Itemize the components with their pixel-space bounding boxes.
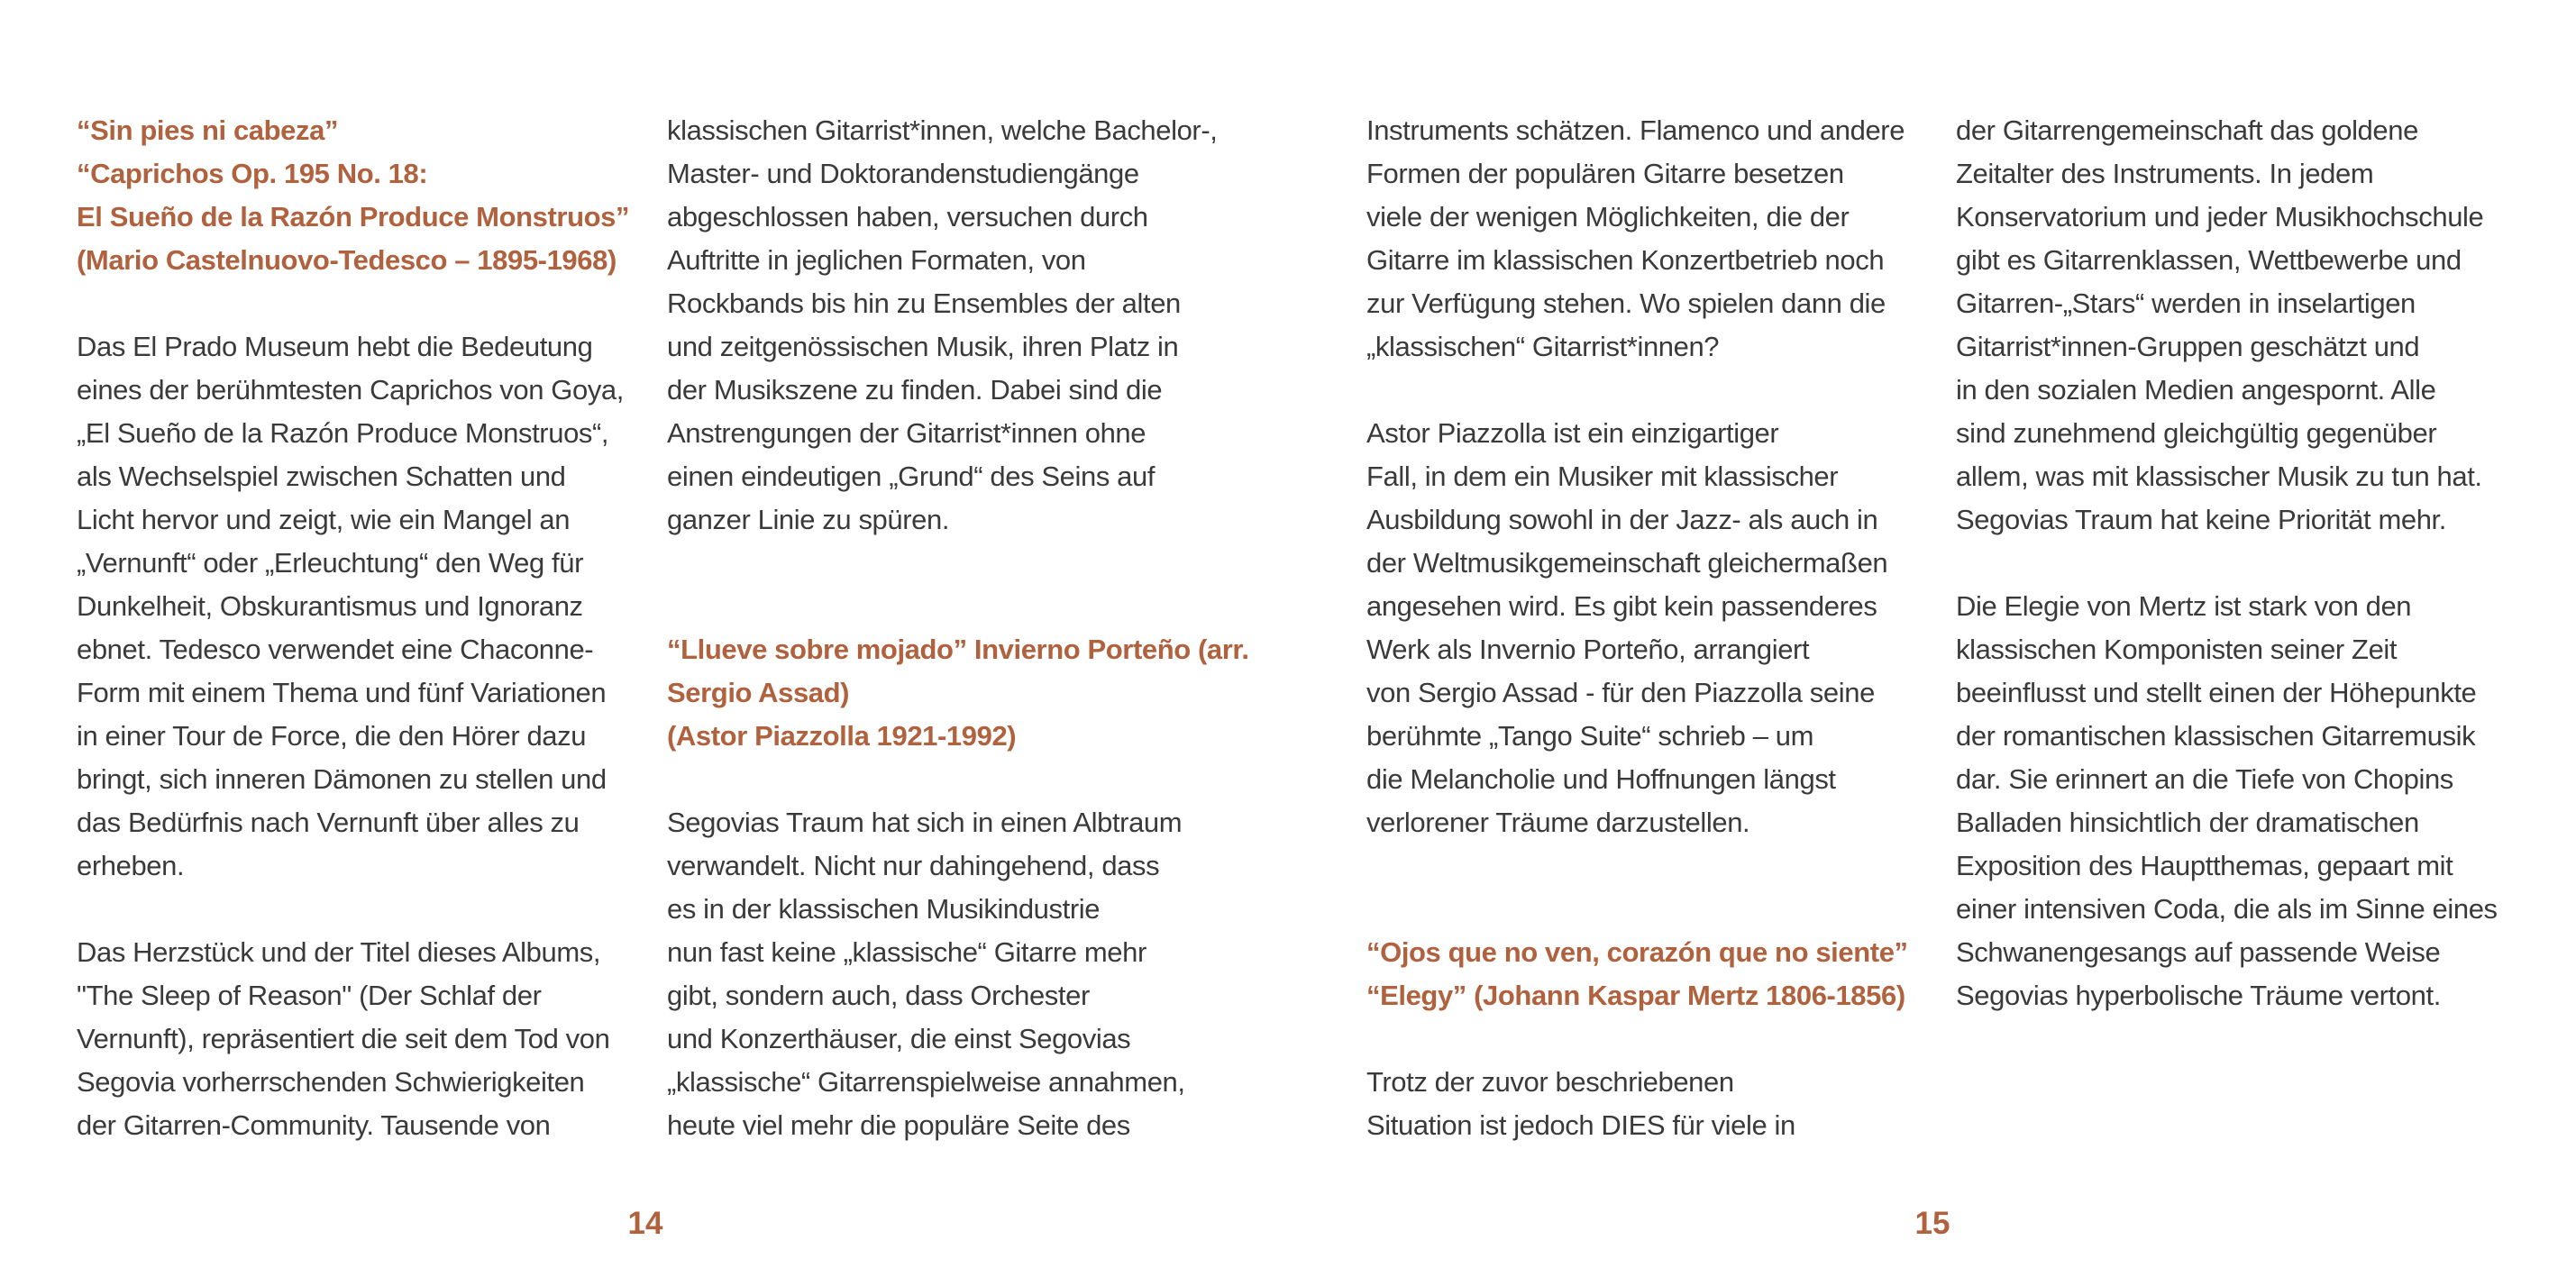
text-line: als Wechselspiel zwischen Schatten und	[77, 461, 566, 492]
text-line: gibt, sondern auch, dass Orchester	[667, 980, 1090, 1011]
text-line: Zeitalter des Instruments. In jedem	[1956, 158, 2374, 189]
page-14-column-left	[77, 109, 653, 1147]
text-line: beeinflusst und stellt einen der Höhepunkte	[1956, 677, 2477, 708]
page-15-column-left	[1366, 109, 1943, 1147]
text-line: Form mit einem Thema und fünf Variationen	[77, 677, 607, 708]
track-title-heading	[1366, 931, 1943, 1017]
text-line: angesehen wird. Es gibt kein passenderes	[1366, 590, 1877, 622]
text-line: “Ojos que no ven, corazón que no siente”	[1366, 936, 1908, 968]
text-line: Segovia vorherrschenden Schwierigkeiten	[77, 1066, 585, 1098]
body-paragraph	[1956, 109, 2533, 542]
text-line: erheben.	[77, 850, 185, 881]
text-line: “Caprichos Op. 195 No. 18:	[77, 158, 428, 189]
text-line: Fall, in dem ein Musiker mit klassischer	[1366, 461, 1839, 492]
text-line: „Vernunft“ oder „Erleuchtung“ den Weg für	[77, 547, 584, 579]
text-line: "The Sleep of Reason" (Der Schlaf der	[77, 980, 542, 1011]
text-line: (Astor Piazzolla 1921-1992)	[667, 720, 1017, 752]
text-line: Situation ist jedoch DIES für viele in	[1366, 1109, 1795, 1141]
text-line: verlorener Träume darzustellen.	[1366, 807, 1750, 838]
text-line: der Musikszene zu finden. Dabei sind die	[667, 374, 1163, 406]
text-line: ganzer Linie zu spüren.	[667, 504, 950, 535]
text-line: Gitarre im klassischen Konzertbetrieb noch	[1366, 244, 1885, 276]
text-line: Vernunft), repräsentiert die seit dem Tod von	[77, 1023, 610, 1054]
text-line: Die Elegie von Mertz ist stark von den	[1956, 590, 2412, 622]
text-line: Balladen hinsichtlich der dramatischen	[1956, 807, 2419, 838]
text-line: heute viel mehr die populäre Seite des	[667, 1109, 1130, 1141]
text-line: Segovias Traum hat sich in einen Albtraum	[667, 807, 1183, 838]
body-paragraph	[1956, 585, 2533, 1017]
text-line: Formen der populären Gitarre besetzen	[1366, 158, 1844, 189]
text-line: zur Verfügung stehen. Wo spielen dann die	[1366, 287, 1886, 319]
text-line: ebnet. Tedesco verwendet eine Chaconne-	[77, 634, 594, 665]
track-title-heading	[667, 628, 1249, 758]
text-line: Das El Prado Museum hebt die Bedeutung	[77, 331, 593, 362]
text-line: bringt, sich inneren Dämonen zu stellen und	[77, 763, 607, 795]
text-line: “Elegy” (Johann Kaspar Mertz 1806-1856)	[1366, 980, 1905, 1011]
text-line: Gitarrist*innen-Gruppen geschätzt und	[1956, 331, 2420, 362]
body-paragraph	[77, 325, 653, 888]
text-line: Das Herzstück und der Titel dieses Albums,	[77, 936, 601, 968]
text-line: „El Sueño de la Razón Produce Monstruos“,	[77, 417, 609, 449]
text-line: Rockbands bis hin zu Ensembles der alten	[667, 287, 1181, 319]
text-line: Gitarren-„Stars“ werden in inselartigen	[1956, 287, 2416, 319]
text-line: „klassische“ Gitarrenspielweise annahmen,	[667, 1066, 1185, 1098]
body-paragraph	[1366, 109, 1943, 369]
text-line: und Konzerthäuser, die einst Segovias	[667, 1023, 1131, 1054]
body-paragraph	[1366, 412, 1943, 844]
text-line: klassischen Komponisten seiner Zeit	[1956, 634, 2398, 665]
text-line: „klassischen“ Gitarrist*innen?	[1366, 331, 1720, 362]
text-line: Schwanengesangs auf passende Weise	[1956, 936, 2441, 968]
body-paragraph	[1366, 1061, 1943, 1147]
text-line: von Sergio Assad - für den Piazzolla seine	[1366, 677, 1875, 708]
text-line: berühmte „Tango Suite“ schrieb – um	[1366, 720, 1814, 752]
text-line: Dunkelheit, Obskurantismus und Ignoranz	[77, 590, 583, 622]
page-number-14: 14	[627, 1206, 663, 1241]
text-line: allem, was mit klassischer Musik zu tun hat.	[1956, 461, 2482, 492]
text-line: klassischen Gitarrist*innen, welche Bachelor-,	[667, 114, 1218, 146]
page-15-column-right	[1956, 109, 2533, 1017]
text-line: “Llueve sobre mojado” Invierno Porteño (arr.	[667, 634, 1249, 665]
text-line: die Melancholie und Hoffnungen längst	[1366, 763, 1836, 795]
page-number-15: 15	[1914, 1206, 1950, 1241]
text-line: der romantischen klassischen Gitarremusik	[1956, 720, 2476, 752]
text-line: dar. Sie erinnert an die Tiefe von Chopins	[1956, 763, 2453, 795]
body-paragraph	[667, 801, 1244, 1147]
track-title-heading	[77, 109, 653, 282]
text-line: Segovias hyperbolische Träume vertont.	[1956, 980, 2441, 1011]
text-line: Konservatorium und jeder Musikhochschule	[1956, 201, 2484, 233]
text-line: der Weltmusikgemeinschaft gleichermaßen	[1366, 547, 1888, 579]
text-line: und zeitgenössischen Musik, ihren Platz in	[667, 331, 1179, 362]
page-14-column-right	[667, 109, 1249, 1147]
text-line: Ausbildung sowohl in der Jazz- als auch in	[1366, 504, 1878, 535]
text-line: Sergio Assad)	[667, 677, 850, 708]
text-line: es in der klassischen Musikindustrie	[667, 893, 1101, 925]
text-line: nun fast keine „klassische“ Gitarre mehr	[667, 936, 1146, 968]
text-line: abgeschlossen haben, versuchen durch	[667, 201, 1148, 233]
text-line: in einer Tour de Force, die den Hörer dazu	[77, 720, 587, 752]
text-line: Licht hervor und zeigt, wie ein Mangel an	[77, 504, 571, 535]
text-line: in den sozialen Medien angespornt. Alle	[1956, 374, 2436, 406]
text-line: sind zunehmend gleichgültig gegenüber	[1956, 417, 2437, 449]
text-line: Instruments schätzen. Flamenco und andere	[1366, 114, 1905, 146]
body-paragraph	[77, 931, 653, 1147]
text-line: verwandelt. Nicht nur dahingehend, dass	[667, 850, 1160, 881]
text-line: viele der wenigen Möglichkeiten, die der	[1366, 201, 1850, 233]
text-line: der Gitarrengemeinschaft das goldene	[1956, 114, 2418, 146]
text-line: gibt es Gitarrenklassen, Wettbewerbe und	[1956, 244, 2462, 276]
text-line: (Mario Castelnuovo-Tedesco – 1895-1968)	[77, 244, 617, 276]
body-paragraph	[667, 109, 1244, 542]
text-line: der Gitarren-Community. Tausende von	[77, 1109, 551, 1141]
text-line: einer intensiven Coda, die als im Sinne eines	[1956, 893, 2498, 925]
text-line: einen eindeutigen „Grund“ des Seins auf	[667, 461, 1156, 492]
text-line: Anstrengungen der Gitarrist*innen ohne	[667, 417, 1146, 449]
text-line: Werk als Invernio Porteño, arrangiert	[1366, 634, 1810, 665]
text-line: Exposition des Hauptthemas, gepaart mit	[1956, 850, 2453, 881]
text-line: Trotz der zuvor beschriebenen	[1366, 1066, 1734, 1098]
text-line: “Sin pies ni cabeza”	[77, 114, 339, 146]
text-line: Master- und Doktorandenstudiengänge	[667, 158, 1139, 189]
text-line: Auftritte in jeglichen Formaten, von	[667, 244, 1086, 276]
text-line: El Sueño de la Razón Produce Monstruos”	[77, 201, 630, 233]
text-line: das Bedürfnis nach Vernunft über alles zu	[77, 807, 580, 838]
text-line: Astor Piazzolla ist ein einzigartiger	[1366, 417, 1779, 449]
text-line: eines der berühmtesten Caprichos von Goya,	[77, 374, 624, 406]
text-line: Segovias Traum hat keine Priorität mehr.	[1956, 504, 2446, 535]
